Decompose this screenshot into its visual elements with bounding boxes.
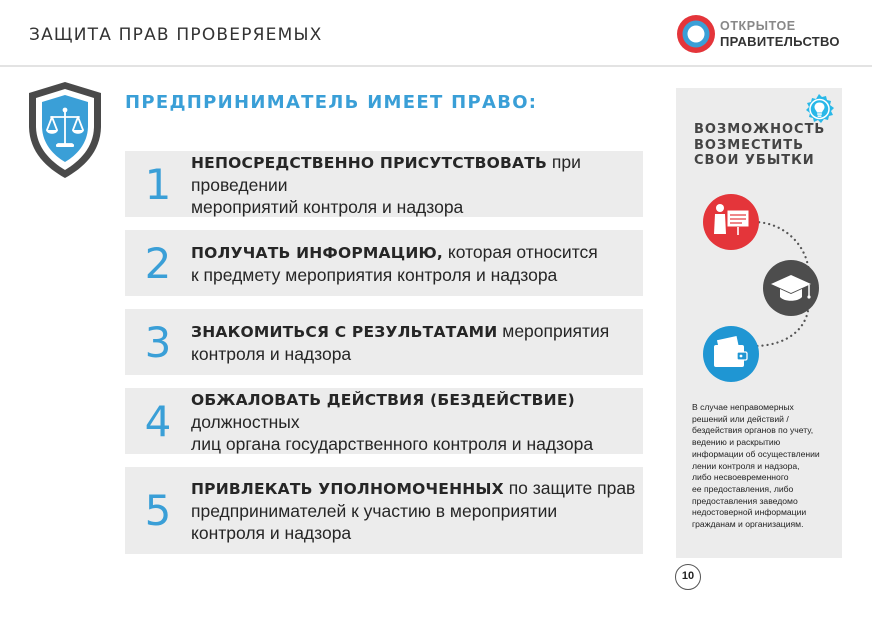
side-text-line: либо несвоевременного — [692, 472, 789, 483]
right-text-line2: к предмету мероприятия контроля и надзора — [191, 264, 558, 285]
right-item-1 — [125, 151, 643, 217]
right-text-line3: контроля и надзора — [191, 523, 352, 543]
right-text — [191, 477, 635, 544]
right-text-line1: мероприятия — [497, 320, 610, 341]
side-heading-line: СВОИ УБЫТКИ — [694, 153, 815, 168]
side-text-line: предоставления заведомо — [692, 495, 798, 506]
right-item-3 — [125, 309, 643, 375]
right-text-line1: при проведении — [191, 151, 581, 195]
page-number: 10 — [675, 564, 701, 590]
open-government-logo-icon — [676, 14, 716, 54]
right-text-line2: мероприятий контроля и надзора — [191, 196, 464, 217]
side-text-line: лении контроля и надзора, — [692, 460, 800, 471]
side-text-line: В случае неправомерных — [692, 402, 794, 412]
side-heading — [694, 122, 834, 169]
shield-scales-icon — [25, 80, 105, 180]
right-number: 4 — [144, 396, 172, 446]
right-text-line2: предпринимателей к участию в мероприятии — [191, 501, 558, 521]
right-bold-text: ПРИВЛЕКАТЬ УПОЛНОМОЧЕННЫХ — [191, 480, 504, 498]
side-text-line: решений или действий / — [692, 413, 789, 424]
section-heading: ПРЕДПРИНИМАТЕЛЬ ИМЕЕТ ПРАВО: — [125, 92, 538, 113]
side-panel — [676, 88, 842, 558]
open-government-logo — [676, 14, 856, 56]
right-bold-text: ОБЖАЛОВАТЬ ДЕЙСТВИЯ (БЕЗДЕЙСТВИЕ) — [191, 390, 575, 409]
brand-name-line2: ПРАВИТЕЛЬСТВО — [720, 34, 840, 49]
right-number: 2 — [144, 238, 172, 288]
side-text-line: бездействия органов по учету, — [692, 425, 814, 436]
right-bold-text: ЗНАКОМИТЬСЯ С РЕЗУЛЬТАТАМИ — [191, 322, 498, 341]
graduation-cap-icon — [763, 260, 819, 316]
header-divider — [0, 65, 872, 67]
side-text-line: недостоверной информации — [692, 507, 807, 518]
presenter-icon — [703, 194, 759, 250]
right-text-line2: лиц органа государственного контроля и надзора — [191, 433, 594, 454]
side-text-line: ее предоставления, либо — [692, 483, 794, 494]
right-text-line1: по защите прав — [503, 478, 636, 498]
brand-name-line1: ОТКРЫТОЕ — [720, 19, 796, 33]
side-text-line: информации об осуществлении — [692, 448, 820, 459]
right-item-4 — [125, 388, 643, 454]
right-text-line1: которая относится — [443, 241, 598, 262]
process-diagram — [694, 186, 834, 386]
wallet-icon — [703, 326, 759, 382]
right-item-5 — [125, 467, 643, 554]
right-text — [191, 151, 643, 218]
right-text — [191, 388, 643, 455]
right-text — [191, 241, 598, 286]
right-number: 5 — [144, 486, 172, 535]
right-text — [191, 320, 609, 365]
right-text-line2: контроля и надзора — [191, 343, 352, 364]
side-heading-line: ВОЗМЕСТИТЬ — [694, 137, 805, 153]
right-number: 1 — [144, 159, 172, 209]
side-heading-line: ВОЗМОЖНОСТЬ — [694, 122, 826, 137]
right-item-2 — [125, 230, 643, 296]
side-text-line: гражданам и организациям. — [692, 519, 804, 530]
right-bold-text: НЕПОСРЕДСТВЕННО ПРИСУТСТВОВАТЬ — [191, 153, 548, 172]
right-text-line1: должностных — [191, 411, 300, 432]
side-text-line: ведению и раскрытию — [692, 437, 781, 448]
side-description — [692, 402, 832, 531]
right-bold-text: ПОЛУЧАТЬ ИНФОРМАЦИЮ, — [191, 243, 443, 262]
page-title: ЗАЩИТА ПРАВ ПРОВЕРЯЕМЫХ — [29, 25, 323, 45]
right-number: 3 — [144, 317, 172, 367]
